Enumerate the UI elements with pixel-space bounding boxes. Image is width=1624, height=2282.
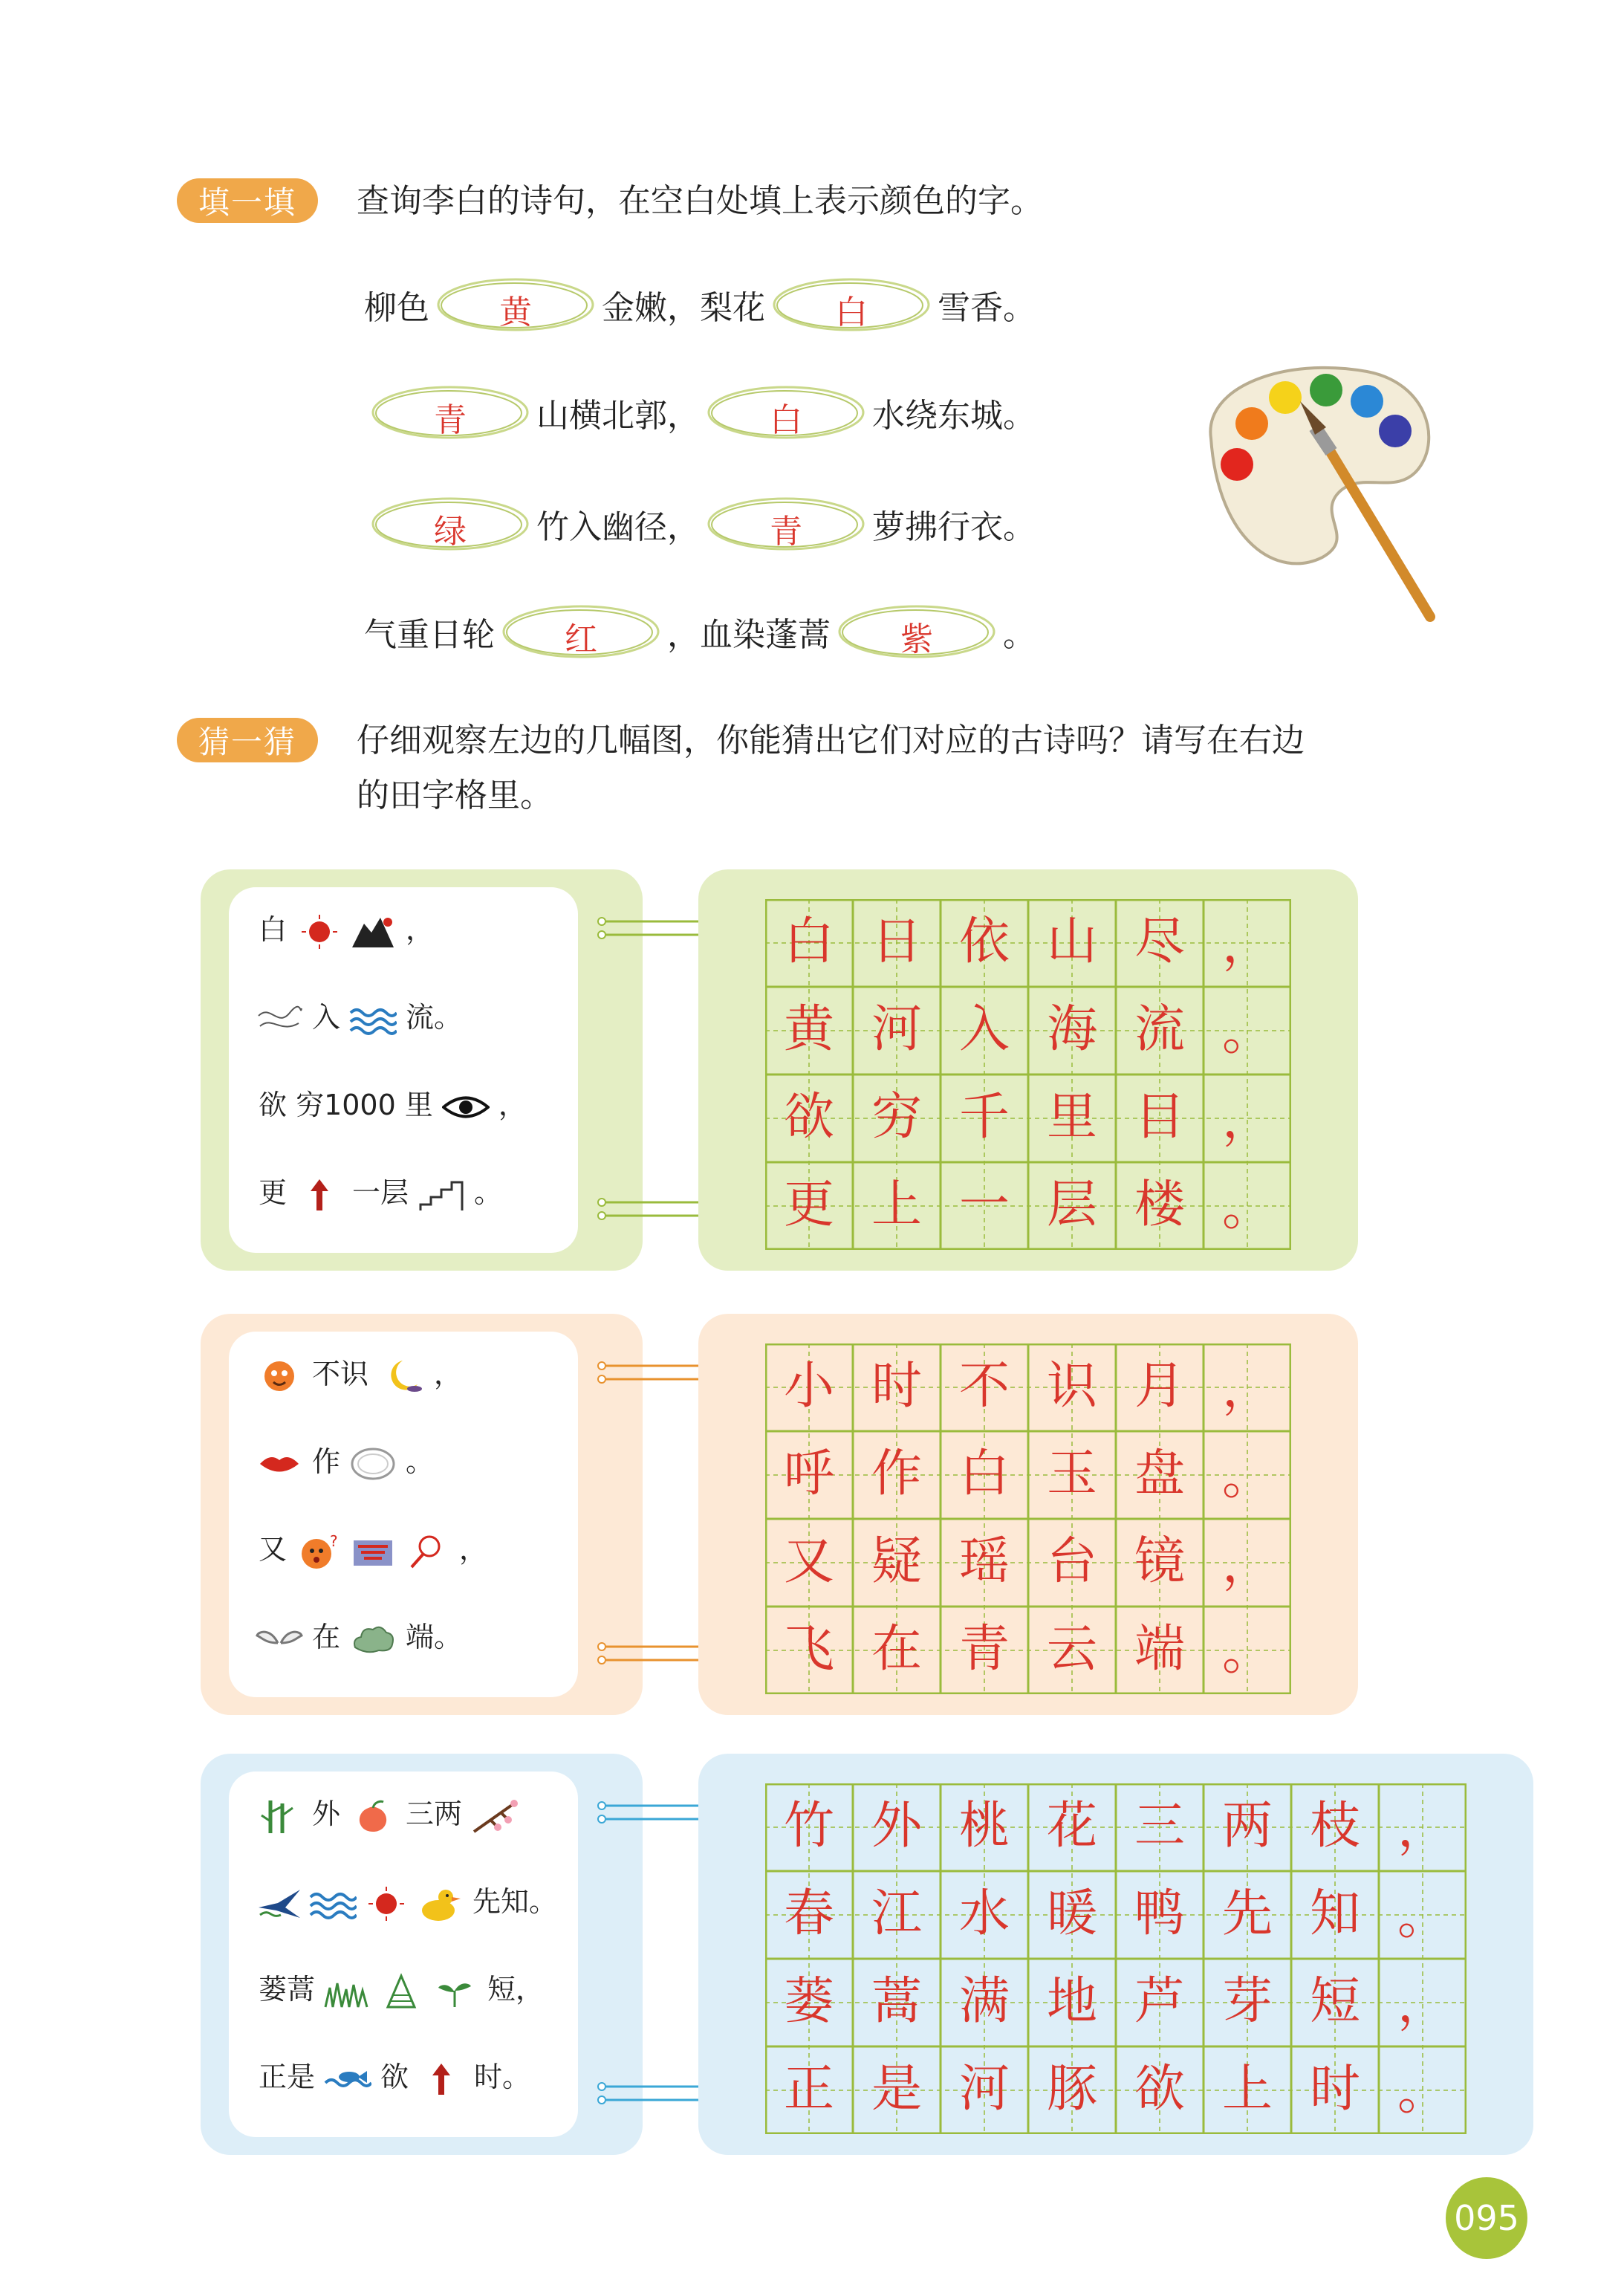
fill-section-badge: 填一填 (177, 178, 318, 223)
answer-char: 尽 (1134, 913, 1185, 971)
peach-icon (349, 1798, 397, 1830)
answer-char: 春 (783, 1884, 834, 1943)
rebus-text: 更 (259, 1176, 288, 1209)
rebus-text: 时。 (474, 2061, 531, 2093)
grass-icon (324, 1973, 371, 2006)
answer-char: 时 (871, 1357, 922, 1416)
answer-color-char: 绿 (434, 513, 467, 551)
rebus-text: ， (459, 1533, 488, 1566)
answer-char: 蒿 (871, 1972, 922, 2031)
rebus-line (253, 1966, 550, 2010)
answer-char: 盘 (1134, 1445, 1185, 1503)
tower-icon (349, 1533, 397, 1566)
lips-icon (256, 1445, 303, 1478)
rebus-line (253, 1170, 508, 1213)
page-number: 095 (1446, 2177, 1527, 2259)
rebus-line (253, 1791, 522, 1835)
fill-line (364, 494, 1036, 554)
answer-char: 一 (958, 1176, 1010, 1234)
answer-oval (704, 494, 868, 554)
rebus-line (253, 1526, 493, 1570)
answer-char: 。 (1397, 2063, 1448, 2121)
answer-char: 端 (1134, 1620, 1185, 1679)
answer-char: ， (1221, 1091, 1273, 1150)
answer-char: 桃 (958, 1797, 1010, 1855)
answer-char: 河 (958, 2060, 1010, 2119)
rebus-text: 。 (406, 1445, 435, 1478)
answer-char: ， (1221, 915, 1273, 974)
swallow-icon (256, 1885, 303, 1918)
answer-color-char: 青 (770, 513, 802, 551)
rebus-text: 在 (312, 1621, 341, 1653)
rebus-line (253, 907, 440, 950)
answer-char: ， (1221, 1535, 1273, 1594)
rebus-line (253, 994, 468, 1038)
fill-section-instruction: 查询李白的诗句，在空白处填上表示颜色的字。 (357, 182, 1043, 220)
rebus-text: 白 (259, 913, 288, 946)
answer-oval (434, 275, 597, 334)
answer-char: 短 (1309, 1972, 1360, 2031)
waves-icon (349, 1001, 397, 1034)
answer-char: 日 (871, 913, 922, 971)
fill-line-text: 竹入幽径， (536, 508, 700, 546)
answer-char: 欲 (1134, 2060, 1185, 2119)
rebus-line (253, 1439, 440, 1482)
answer-char: 入 (958, 1000, 1010, 1059)
answer-char: 上 (1221, 2060, 1273, 2119)
answer-char: 外 (871, 1797, 922, 1855)
rebus-text: 流。 (406, 1001, 463, 1034)
answer-char: 飞 (783, 1620, 834, 1679)
cloud-icon (349, 1621, 397, 1653)
answer-char: 地 (1046, 1972, 1097, 2031)
answer-char: 白 (958, 1445, 1010, 1503)
answer-char: 识 (1046, 1357, 1097, 1416)
rebus-line (253, 1879, 563, 1922)
answer-char: 疑 (871, 1532, 922, 1591)
answer-char: 海 (1046, 1000, 1097, 1059)
fill-line-text: 萝拂行衣。 (872, 508, 1036, 546)
answer-oval (368, 383, 532, 442)
sun-icon (363, 1885, 410, 1918)
guess-section-instruction-line2: 的田字格里。 (357, 777, 553, 814)
answer-char: 黄 (783, 1000, 834, 1059)
answer-char: 山 (1046, 913, 1097, 971)
rebus-text: 又 (259, 1533, 288, 1566)
rebus-text: ， (498, 1089, 527, 1121)
answer-char: 月 (1134, 1357, 1185, 1416)
rebus-text: 。 (474, 1176, 503, 1209)
answer-char: 江 (871, 1884, 922, 1943)
up-arrow-icon (296, 1176, 343, 1209)
svg-text:?: ? (330, 1532, 338, 1550)
answer-char: 瑶 (958, 1532, 1010, 1591)
answer-oval (704, 383, 868, 442)
rebus-text: ， (434, 1358, 463, 1390)
fill-line-text: 山横北郭， (536, 397, 700, 435)
fish-wave-icon (324, 2061, 371, 2093)
fill-line-text: 柳色 (364, 289, 429, 327)
rebus-text: 外 (312, 1798, 341, 1830)
answer-char: 三 (1134, 1797, 1185, 1855)
answer-char: ， (1397, 1800, 1448, 1858)
river-sketch-icon (256, 1001, 303, 1034)
answer-color-char: 青 (434, 401, 467, 439)
rebus-text: 蒌蒿 (259, 1973, 316, 2006)
answer-char: 青 (958, 1620, 1010, 1679)
answer-char: 里 (1046, 1088, 1097, 1147)
answer-char: 是 (871, 2060, 922, 2119)
answer-color-char: 白 (770, 401, 802, 439)
water-icon (309, 1885, 357, 1918)
answer-char: 。 (1221, 1448, 1273, 1506)
rebus-text: 作 (312, 1445, 341, 1478)
rebus-text: 欲 穷1000 里 (259, 1089, 433, 1121)
answer-char: 两 (1221, 1797, 1273, 1855)
answer-char: ， (1397, 1975, 1448, 2034)
rebus-text: 一层 (352, 1176, 409, 1209)
rebus-line (253, 2054, 536, 2098)
plate-icon (349, 1445, 397, 1478)
eye-icon (442, 1089, 490, 1121)
answer-oval (368, 494, 532, 554)
mirror-icon (403, 1533, 450, 1566)
answer-color-char: 黄 (499, 294, 532, 331)
answer-oval (835, 602, 998, 661)
fill-line-text: 金嫩，梨花 (602, 289, 765, 327)
answer-char: 在 (871, 1620, 922, 1679)
answer-char: 流 (1134, 1000, 1185, 1059)
fill-line-text: 雪香。 (938, 289, 1036, 327)
answer-oval (770, 275, 933, 334)
duck-icon (416, 1885, 464, 1918)
fill-line (364, 275, 1036, 334)
answer-char: 小 (783, 1357, 834, 1416)
stairs-icon (418, 1176, 465, 1209)
confused-face-icon (296, 1533, 343, 1566)
fill-line-text: 。 (1003, 616, 1036, 654)
rebus-text: 欲 (380, 2061, 409, 2093)
fill-line-text: 气重日轮 (364, 616, 495, 654)
answer-char: 目 (1134, 1088, 1185, 1147)
answer-char: 又 (783, 1532, 834, 1591)
answer-char: 蒌 (783, 1972, 834, 2031)
answer-char: 玉 (1046, 1445, 1097, 1503)
sun-icon (296, 913, 343, 946)
answer-char: 。 (1221, 1003, 1273, 1062)
answer-char: 。 (1397, 1887, 1448, 1946)
answer-char: 依 (958, 913, 1010, 971)
answer-color-char: 红 (565, 620, 597, 658)
child-face-icon (256, 1358, 303, 1390)
rebus-line (253, 1614, 468, 1658)
guess-section-instruction-line1: 仔细观察左边的几幅图，你能猜出它们对应的古诗吗？请写在右边 (357, 722, 1305, 759)
answer-char: 时 (1309, 2060, 1360, 2119)
rebus-text: 正是 (259, 2061, 316, 2093)
up-arrow-icon (418, 2061, 465, 2093)
answer-char: 层 (1046, 1176, 1097, 1234)
answer-char: 镜 (1134, 1532, 1185, 1591)
answer-char: 满 (958, 1972, 1010, 2031)
fill-line-text: 水绕东城。 (872, 397, 1036, 435)
answer-char: 鸭 (1134, 1884, 1185, 1943)
answer-char: 。 (1221, 1623, 1273, 1682)
answer-char: 。 (1221, 1179, 1273, 1237)
bamboo-icon (256, 1798, 303, 1830)
rebus-text: 入 (312, 1001, 341, 1034)
answer-char: 暖 (1046, 1884, 1097, 1943)
answer-char: 不 (958, 1357, 1010, 1416)
fill-line (364, 383, 1036, 442)
answer-char: 更 (783, 1176, 834, 1234)
fill-line-text: ，血染蓬蒿 (667, 616, 831, 654)
answer-char: 台 (1046, 1532, 1097, 1591)
answer-char: 呼 (783, 1445, 834, 1503)
answer-char: 白 (783, 913, 834, 971)
rebus-line (253, 1082, 533, 1126)
answer-char: 作 (871, 1445, 922, 1503)
sprout-icon (431, 1973, 478, 2006)
answer-char: 芽 (1221, 1972, 1273, 2031)
answer-char: 芦 (1134, 1972, 1185, 2031)
answer-char: 千 (958, 1088, 1010, 1147)
answer-char: 欲 (783, 1088, 834, 1147)
moon-icon (377, 1358, 425, 1390)
answer-char: 花 (1046, 1797, 1097, 1855)
rebus-text: 端。 (406, 1621, 463, 1653)
rebus-text: 不识 (312, 1358, 369, 1390)
rebus-text: ， (406, 913, 435, 946)
answer-char: 云 (1046, 1620, 1097, 1679)
rebus-text: 先知。 (472, 1885, 558, 1918)
answer-char: 正 (783, 2060, 834, 2119)
answer-char: 穷 (871, 1088, 922, 1147)
rebus-text: 短， (487, 1973, 545, 2006)
rebus-line (253, 1351, 468, 1395)
palette-brush-icon (1196, 357, 1441, 639)
answer-char: ， (1221, 1360, 1273, 1419)
answer-char: 知 (1309, 1884, 1360, 1943)
answer-char: 竹 (783, 1797, 834, 1855)
answer-color-char: 紫 (900, 620, 933, 658)
answer-oval (499, 602, 663, 661)
answer-char: 河 (871, 1000, 922, 1059)
branch-icon (471, 1798, 519, 1830)
answer-char: 枝 (1309, 1797, 1360, 1855)
answer-char: 先 (1221, 1884, 1273, 1943)
answer-char: 楼 (1134, 1176, 1185, 1234)
wings-icon (256, 1621, 303, 1653)
answer-color-char: 白 (835, 294, 868, 331)
answer-char: 上 (871, 1176, 922, 1234)
answer-char: 豚 (1046, 2060, 1097, 2119)
fill-line (364, 602, 1036, 661)
answer-char: 水 (958, 1884, 1010, 1943)
bamboo-shoot-icon (377, 1973, 425, 2006)
guess-section-badge: 猜一猜 (177, 718, 318, 762)
mountain-icon (349, 913, 397, 946)
rebus-text: 三两 (406, 1798, 463, 1830)
